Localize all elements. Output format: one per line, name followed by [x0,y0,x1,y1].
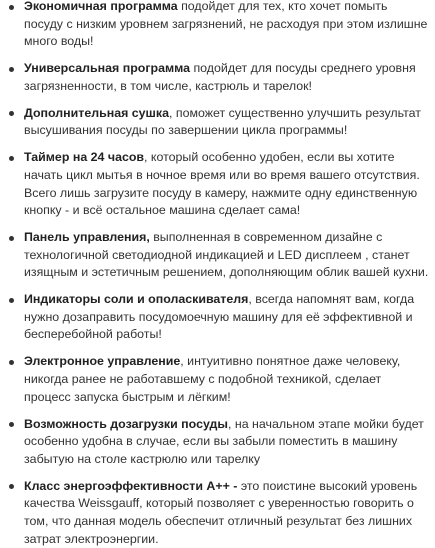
feature-item-additional-loading [0,416,435,469]
feature-text: , поможет существенно улучшить результат высушивания посуды по завершении цикла программы! [24,105,421,138]
feature-title: Экономичная программа [24,0,178,13]
feature-item-energy-class [0,478,435,548]
feature-item-universal-program [0,60,435,95]
feature-item-extra-drying [0,105,435,140]
feature-title: Дополнительная сушка [24,105,169,120]
feature-text: , на начальном этапе мойки будет особенно удобна в случае, если вы забыли поместить в машину забытую на столе кастрюлю или тарелку [24,416,424,466]
feature-title: Электронное управление [24,354,181,369]
feature-title: Универсальная программа [24,61,191,76]
feature-text: , всегда напомнят вам, когда нужно дозаправить посудомоечную машину для её эффективной и бесперебойной работы! [24,292,415,342]
feature-item-economy-program [0,0,435,51]
feature-item-salt-rinse-indicators [0,291,435,344]
feature-title: Класс энергоэффективности А++ - [24,478,238,493]
feature-title: Индикаторы соли и ополаскивателя [24,292,249,307]
feature-text: , который особенно удобен, если вы хотите начать цикл мытья в ночное время или во время вашего отсутствия. Всего лишь загрузите посуду в камеру, нажмите одну единственную кнопку - и всё остальное машина сделает сама! [24,150,420,218]
feature-text: , интуитивно понятное даже человеку, никогда ранее не работавшему с подобной техникой, сделает процесс запуска быстрым и лёгким! [24,354,401,404]
feature-text: выполненная в современном дизайне с технологичной светодиодной индикацией и LED дисплеем , станет изящным и эстетичным решением, дополняющим облик вашей кухни. [24,230,429,280]
feature-title: Таймер на 24 часов [24,150,145,165]
feature-text: подойдет для посуды среднего уровня загрязненности, в том числе, кастрюль и тарелок! [24,61,416,93]
feature-text: подойдет для тех, кто хочет помыть посуду с низким уровнем загрязнений, не расходуя при этом излишне много воды! [24,0,428,49]
feature-item-electronic-control [0,353,435,406]
feature-item-control-panel [0,229,435,282]
feature-title: Панель управления, [24,230,150,245]
feature-title: Возможность дозагрузки посуды [24,416,228,431]
feature-text: это поистине высокий уровень качества Weissgauff, который позволяет с уверенностью говорить о том, что данная модель обеспечит отличный результат без лишних затрат электроэнергии. [24,478,418,546]
feature-item-timer [0,149,435,219]
